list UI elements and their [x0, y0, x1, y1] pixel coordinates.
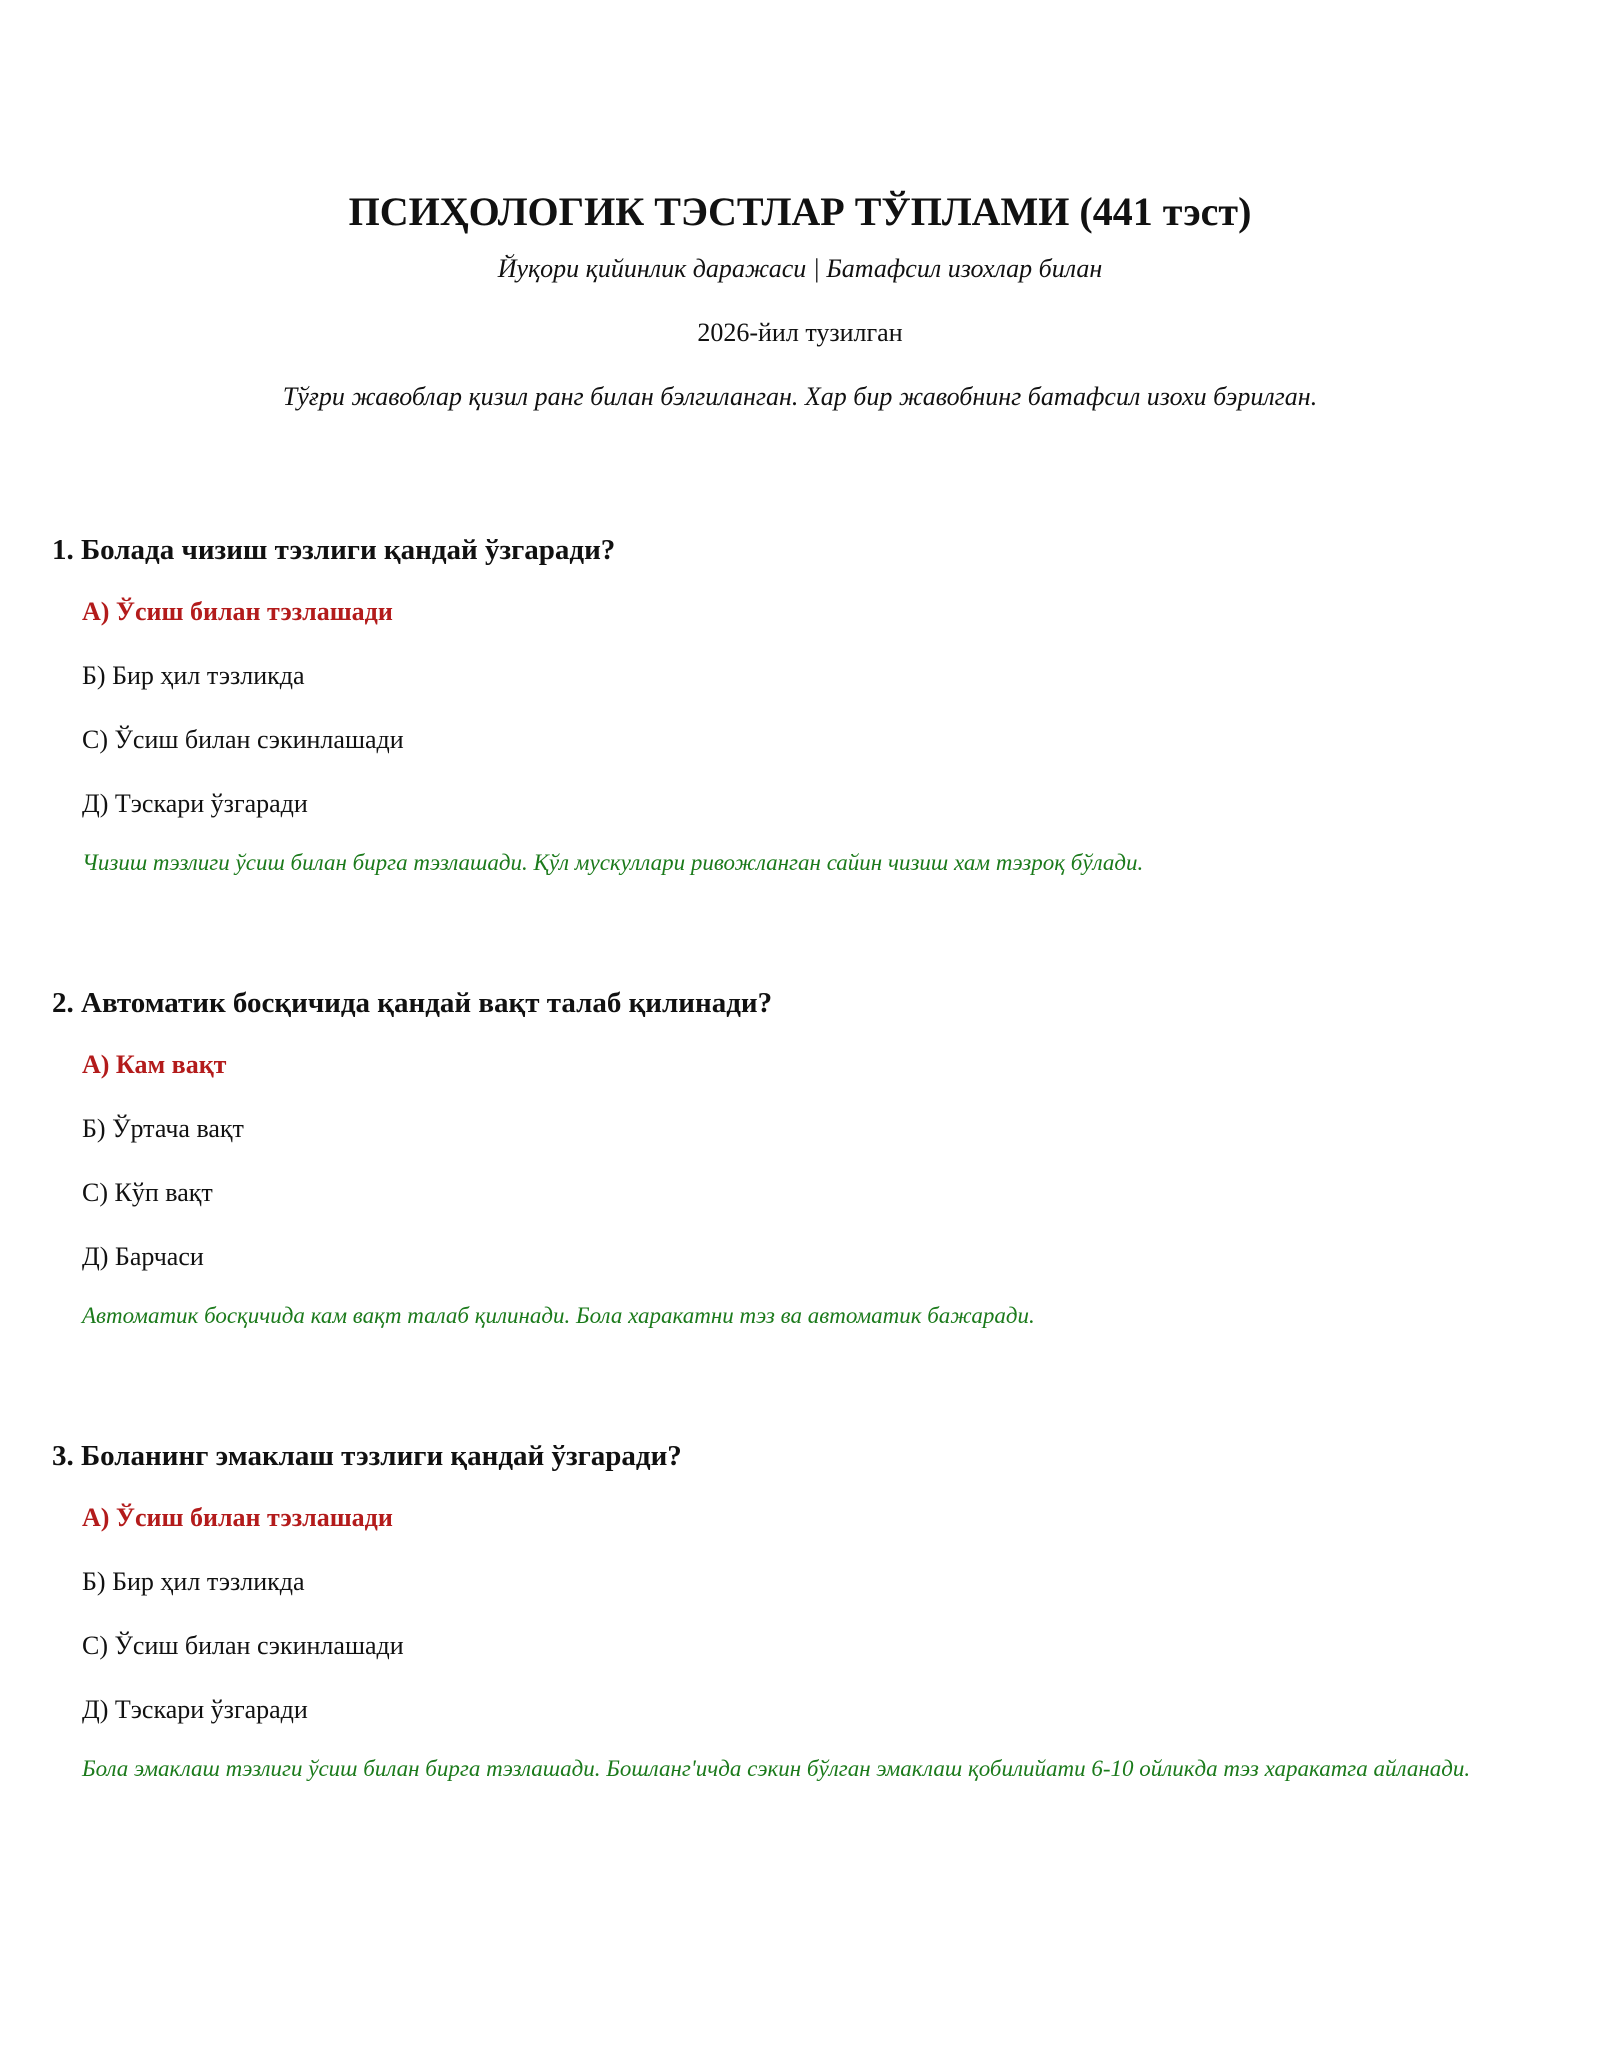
- question-block: [52, 1436, 1552, 1786]
- question-block: [52, 983, 1552, 1333]
- answer-option: С) Кўп вақт: [82, 1178, 213, 1207]
- answer-option: Д) Тэскари ўзгаради: [82, 1695, 308, 1724]
- answer-option: С) Ўсиш билан сэкинлашади: [82, 1631, 404, 1660]
- document-date: 2026-йил тузилган: [697, 318, 903, 347]
- answer-option: Б) Бир ҳил тэзликда: [82, 661, 305, 690]
- answer-option-correct: А) Ўсиш билан тэзлашади: [82, 1503, 393, 1532]
- question-text: 2. Автоматик босқичида қандай вақт талаб қилинади?: [52, 987, 773, 1019]
- document-note: Тўғри жавоблар қизил ранг билан бэлгиланган. Хар бир жавобнинг батафсил изохи бэрилган.: [282, 382, 1318, 411]
- answer-option-correct: А) Ўсиш билан тэзлашади: [82, 597, 393, 626]
- answer-option-correct: А) Кам вақт: [82, 1050, 227, 1079]
- answer-explanation: Автоматик босқичида кам вақт талаб қилинади. Бола харакатни тэз ва автоматик бажаради.: [82, 1303, 1035, 1328]
- answer-option: С) Ўсиш билан сэкинлашади: [82, 725, 404, 754]
- answer-option: Б) Бир ҳил тэзликда: [82, 1567, 305, 1596]
- question-block: [52, 530, 1552, 880]
- answer-explanation: Бола эмаклаш тэзлиги ўсиш билан бирга тэзлашади. Бошланг'ичда сэкин бўлган эмаклаш қобилийати 6-10 ойликда тэз харакатга айланади.: [82, 1756, 1471, 1781]
- answer-option: Д) Тэскари ўзгаради: [82, 789, 308, 818]
- document-subtitle: Йуқори қийинлик даражаси | Батафсил изохлар билан: [497, 254, 1103, 283]
- document-title: ПСИҲОЛОГИК ТЭСТЛАР ТЎПЛАМИ (441 тэст): [348, 189, 1252, 234]
- document-header: [0, 186, 1600, 415]
- question-text: 3. Боланинг эмаклаш тэзлиги қандай ўзгаради?: [52, 1440, 682, 1472]
- question-text: 1. Болада чизиш тэзлиги қандай ўзгаради?: [52, 534, 616, 566]
- answer-explanation: Чизиш тэзлиги ўсиш билан бирга тэзлашади. Қўл мускуллари ривожланган сайин чизиш хам тэзроқ бўлади.: [82, 850, 1144, 875]
- answer-option: Б) Ўртача вақт: [82, 1114, 244, 1143]
- answer-option: Д) Барчаси: [82, 1242, 204, 1271]
